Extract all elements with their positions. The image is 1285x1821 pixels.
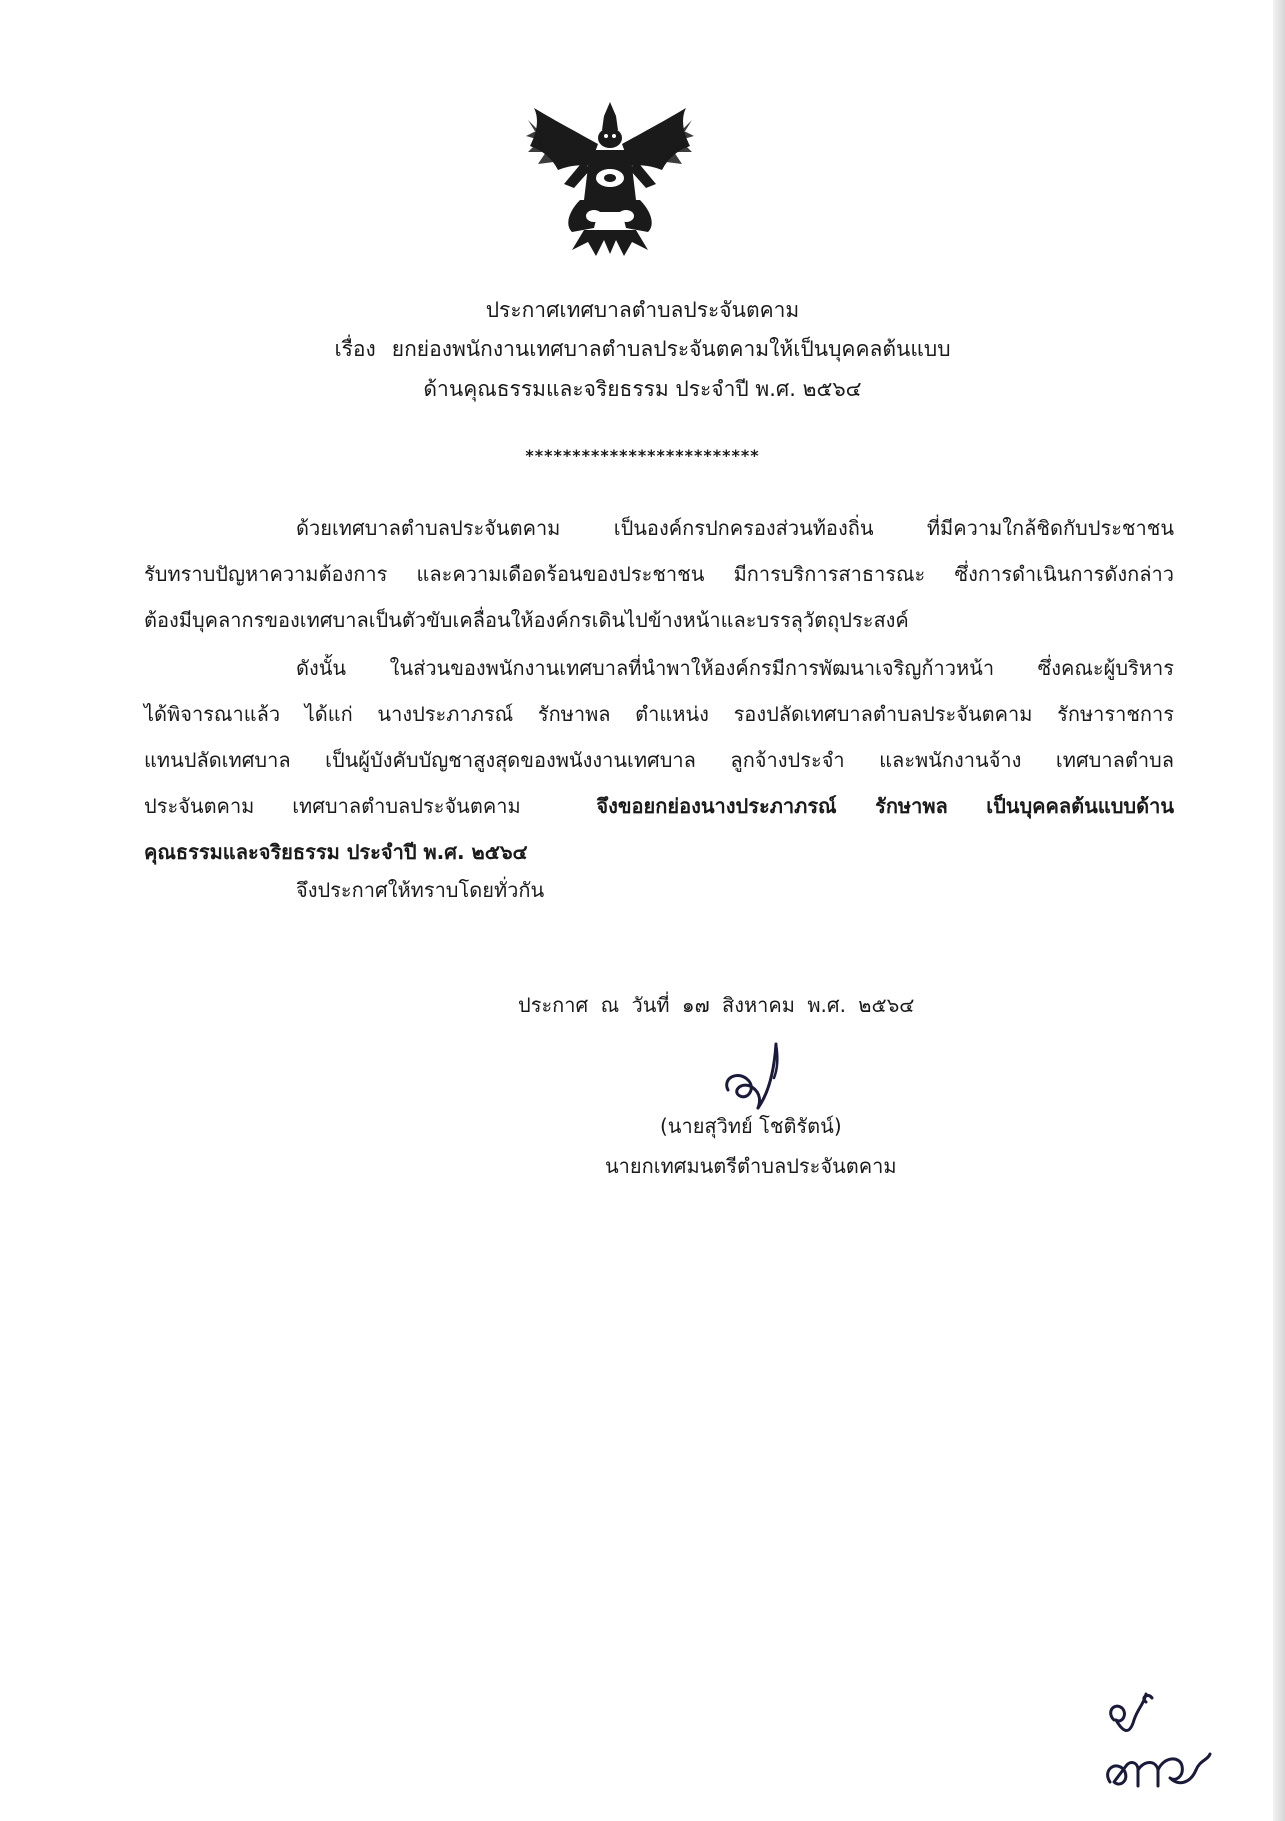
subject-text-line1: ยกย่องพนักงานเทศบาลตำบลประจันตคามให้เป็นบุคคลต้นแบบ bbox=[391, 337, 951, 361]
signer-title: นายกเทศมนตรีตำบลประจันตคาม bbox=[605, 1154, 897, 1178]
paragraph-line: รับทราบปัญหาความต้องการ และความเดือดร้อนของประชาชน มีการบริการสาธารณะ ซึ่งการดำเนินการดังกล่าว bbox=[144, 562, 1174, 586]
paragraph-line bbox=[144, 783, 1174, 829]
closing-statement: จึงประกาศให้ทราบโดยทั่วกัน bbox=[296, 878, 545, 902]
subject-line bbox=[0, 334, 1285, 364]
paragraph-intro bbox=[144, 505, 1174, 643]
paragraph-line: แทนปลัดเทศบาล เป็นผู้บังคับบัญชาสูงสุดของพนังงานเทศบาล ลูกจ้างประจำ และพนักงานจ้าง เทศบาลตำบล bbox=[144, 748, 1174, 772]
subject-text-line2: ด้านคุณธรรมและจริยธรรม ประจำปี พ.ศ. ๒๕๖๔ bbox=[423, 377, 862, 401]
paragraph-line: ต้องมีบุคลากรของเทศบาลเป็นตัวขับเคลื่อนให้องค์กรเดินไปข้างหน้าและบรรลุวัตถุประสงค์ bbox=[144, 608, 909, 632]
paragraph-line: ดังนั้น ในส่วนของพนักงานเทศบาลที่นำพาให้องค์กรมีการพัฒนาเจริญก้าวหน้า ซึ่งคณะผู้บริหาร bbox=[296, 656, 1174, 680]
handwritten-initials-icon bbox=[1100, 1690, 1230, 1800]
signer-name: (นายสุวิทย์ โชติรัตน์) bbox=[660, 1114, 842, 1138]
garuda-emblem-icon bbox=[524, 100, 696, 258]
page-edge-shadow bbox=[1273, 0, 1285, 1821]
subject-label: เรื่อง bbox=[334, 337, 376, 361]
paragraph-text-normal: ประจันตคาม เทศบาลตำบลประจันตคาม bbox=[144, 794, 521, 818]
announcement-date: ประกาศ ณ วันที่ ๑๗ สิงหาคม พ.ศ. ๒๕๖๔ bbox=[518, 993, 915, 1017]
paragraph-text-bold: จึงขอยกย่องนางประภาภรณ์ รักษาพล เป็นบุคคลต้นแบบด้าน bbox=[596, 794, 1174, 818]
paragraph-line: ด้วยเทศบาลตำบลประจันตคาม เป็นองค์กรปกครองส่วนท้องถิ่น ที่มีความใกล้ชิดกับประชาชน bbox=[296, 516, 1174, 540]
separator-stars: ************************* bbox=[525, 446, 760, 465]
paragraph-main bbox=[144, 645, 1174, 875]
paragraph-line-bold: คุณธรรมและจริยธรรม ประจำปี พ.ศ. ๒๕๖๔ bbox=[144, 840, 528, 864]
announcement-title: ประกาศเทศบาลตำบลประจันตคาม bbox=[485, 298, 800, 322]
paragraph-line: ได้พิจารณาแล้ว ได้แก่ นางประภาภรณ์ รักษาพล ตำแหน่ง รองปลัดเทศบาลตำบลประจันตคาม รักษาราชการ bbox=[144, 702, 1174, 726]
